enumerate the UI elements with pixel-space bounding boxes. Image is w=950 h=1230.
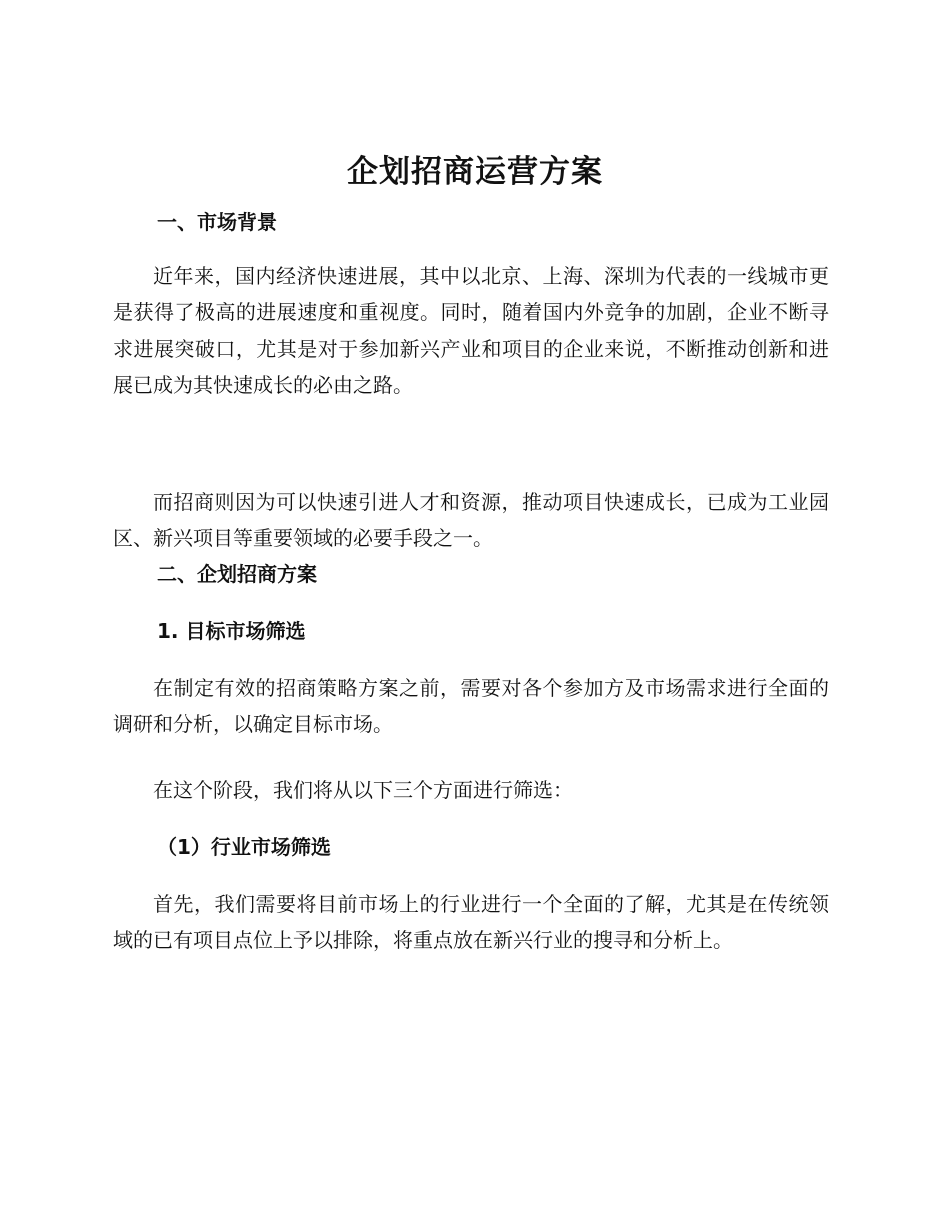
paragraph-market-background-2: 而招商则因为可以快速引进人才和资源，推动项目快速成长，已成为工业园区、新兴项目等重要领域的必要手段之一。 (113, 490, 829, 551)
section-heading-market-background: 一、市场背景 (157, 210, 277, 234)
paragraph-market-background-1: 近年来，国内经济快速进展，其中以北京、上海、深圳为代表的一线城市更是获得了极高的进展速度和重视度。同时，随着国内外竞争的加剧，企业不断寻求进展突破口，尤其是对于参加新兴产业和项目的企业来说，不断推动创新和进展已成为其快速成长的必由之路。 (113, 264, 829, 398)
paragraph-target-market-2: 在这个阶段，我们将从以下三个方面进行筛选： (153, 778, 573, 802)
section-heading-investment-plan: 二、企划招商方案 (157, 562, 317, 586)
paragraph-target-market-1: 在制定有效的招商策略方案之前，需要对各个参加方及市场需求进行全面的调研和分析，以确定目标市场。 (113, 676, 829, 737)
item-heading-industry-market: （1）行业市场筛选 (157, 835, 331, 859)
document-title: 企划招商运营方案 (347, 154, 603, 190)
subsection-heading-target-market: 1. 目标市场筛选 (157, 619, 306, 643)
paragraph-industry-market: 首先，我们需要将目前市场上的行业进行一个全面的了解，尤其是在传统领域的已有项目点位上予以排除，将重点放在新兴行业的搜寻和分析上。 (113, 892, 829, 953)
